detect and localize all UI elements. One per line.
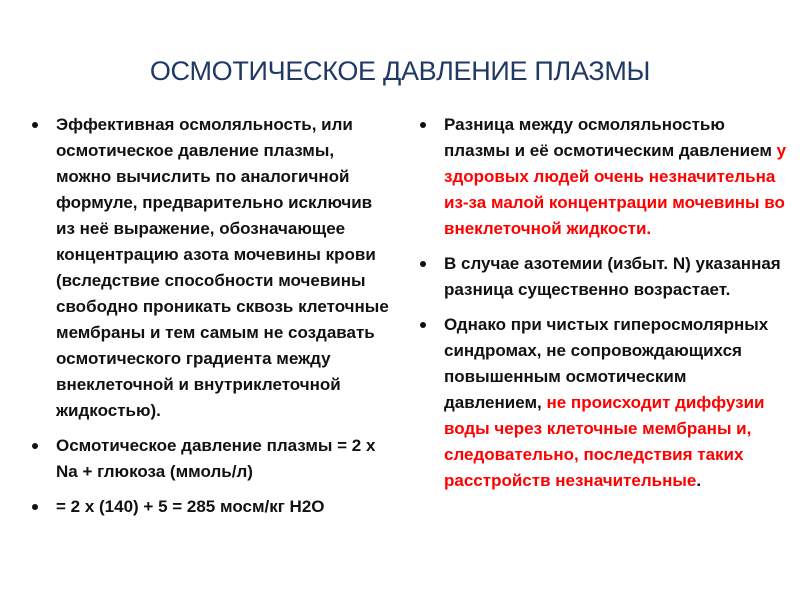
right-bullet-2: В случае азотемии (избыт. N) указанная разница существенно возрастает. [418,251,788,303]
right-bullet-3-end: . [696,471,702,490]
right-bullet-3 [418,312,788,494]
left-bullet-2: Осмотическое давление плазмы = 2 х Na + глюкоза (ммоль/л) [30,433,390,485]
right-bullet-3-text: Однако при чистых гиперосмолярных синдромах, не сопровождающихся повышенным осмотическим давлением, [444,315,769,412]
left-bullet-3: = 2 х (140) + 5 = 285 мосм/кг Н2О [30,494,390,520]
right-bullet-list [418,112,788,503]
right-bullet-1 [418,112,788,242]
right-bullet-3-highlight: не происходит диффузии воды через клеточные мембраны и, следовательно, последствия таких расстройств незначительные [444,393,765,490]
right-bullet-1-highlight: у здоровых людей очень незначительна из-за малой концентрации мочевины во внеклеточной жидкости. [444,141,787,238]
slide-title: ОСМОТИЧЕСКОЕ ДАВЛЕНИЕ ПЛАЗМЫ [149,56,651,86]
left-bullet-1: Эффективная осмоляльность, или осмотическое давление плазмы, можно вычислить по аналогичной формуле, предварительно исключив из неё выражение, обозначающее концентрацию азота мочевины крови (вследствие способности мочевины свободно проникать сквозь клеточные мембраны и тем самым не создавать осмотического градиента между внеклеточной и внутриклеточной жидкостью). [30,112,390,424]
left-bullet-list [30,112,390,529]
right-bullet-1-text: Разница между осмоляльностью плазмы и её осмотическим давлением [444,115,777,160]
